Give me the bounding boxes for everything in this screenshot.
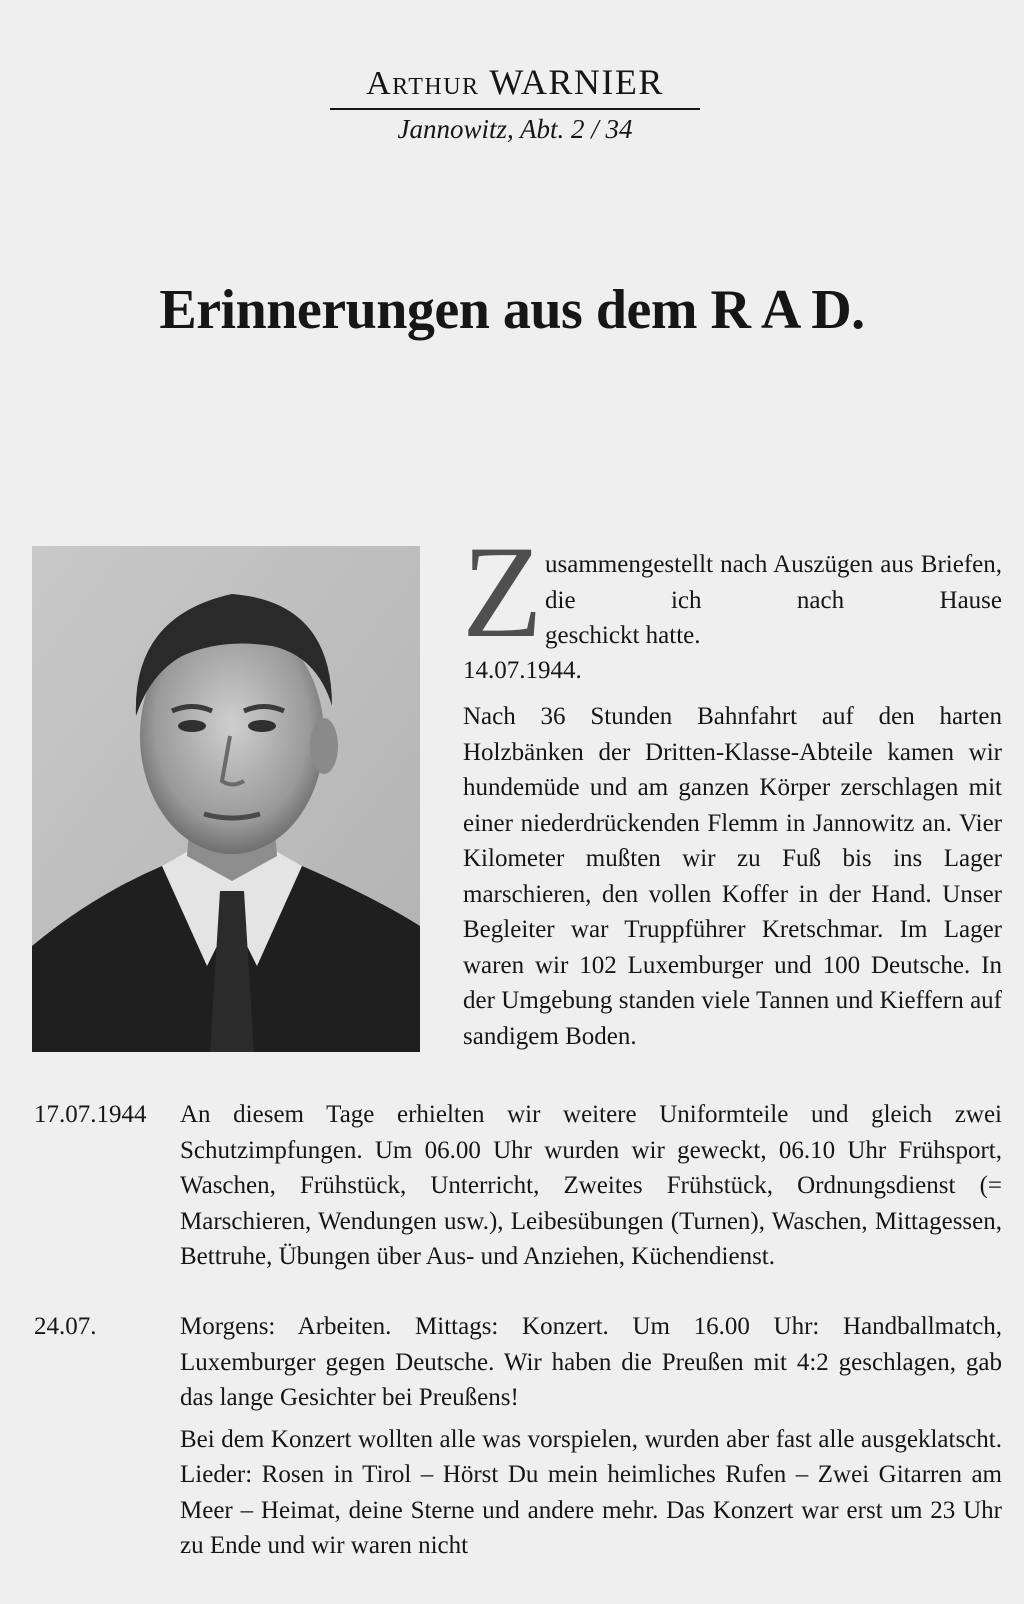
- author-name: [330, 62, 700, 110]
- drop-cap: Z: [462, 518, 543, 665]
- portrait-illustration: [32, 546, 420, 1052]
- entry-date: 14.07.1944.: [463, 657, 582, 684]
- entry-paragraph: Morgens: Arbeiten. Mittags: Konzert. Um 16.00 Uhr: Handballmatch, Luxemburger gegen Deutsche. Wir haben die Preußen mit 4:2 geschlagen, gab das lange Gesichter bei Preußens!: [180, 1313, 1002, 1411]
- entry-paragraph: An diesem Tage erhielten wir weitere Uniformteile und gleich zwei Schutzimpfungen. Um 06.00 Uhr wurden wir geweckt, 06.10 Uhr Frühsport, Waschen, Frühstück, Unterricht, Zweites Frühstück, Ordnungsdienst (= Marschieren, Wendungen usw.), Leibesübungen (Turnen), Waschen, Mittagessen, Bettruhe, Übungen über Aus- und Anziehen, Küchendienst.: [180, 1101, 1002, 1270]
- intro-text-end: geschickt hatte.: [545, 622, 701, 649]
- entry-text: [180, 1309, 1002, 1564]
- entry-text: [180, 1097, 1002, 1275]
- intro-text: usammengestellt nach Auszügen aus Briefen, die ich nach Hause: [545, 551, 1002, 614]
- author-location: Jannowitz, Abt. 2 / 34: [397, 114, 633, 144]
- portrait-photo: [32, 546, 420, 1052]
- entry-date: 24.07.: [34, 1313, 97, 1340]
- article-title: Erinnerungen aus dem R A D.: [159, 279, 865, 341]
- entry-date: 17.07.1944: [34, 1101, 147, 1128]
- entry-paragraph: Bei dem Konzert wollten alle was vorspielen, wurden aber fast alle ausgeklatscht. Lieder: Rosen in Tirol – Hörst Du mein heimliches Rufen – Zwei Gitarren am Meer – Heimat, deine Sterne und andere mehr. Das Konzert war erst um 23 Uhr zu Ende und wir waren nicht: [180, 1425, 1002, 1559]
- author-first-name: Arthur: [366, 65, 480, 102]
- entry-text: Nach 36 Stunden Bahnfahrt auf den harten Holzbänken der Dritten-Klasse-Abteile kamen wir hundemüde und am ganzen Körper zerschlagen mit einer niederdrückenden Flemm in Jannowitz an. Vier Kilometer mußten wir zu Fuß bis ins Lager marschieren, den vollen Koffer in der Hand. Unser Begleiter war Truppführer Kretschmar. Im Lager waren wir 102 Luxemburger und 100 Deutsche. In der Umgebung standen viele Tannen und Kieffern auf sandigem Boden.: [463, 703, 1002, 1050]
- author-last-name: WARNIER: [489, 62, 664, 102]
